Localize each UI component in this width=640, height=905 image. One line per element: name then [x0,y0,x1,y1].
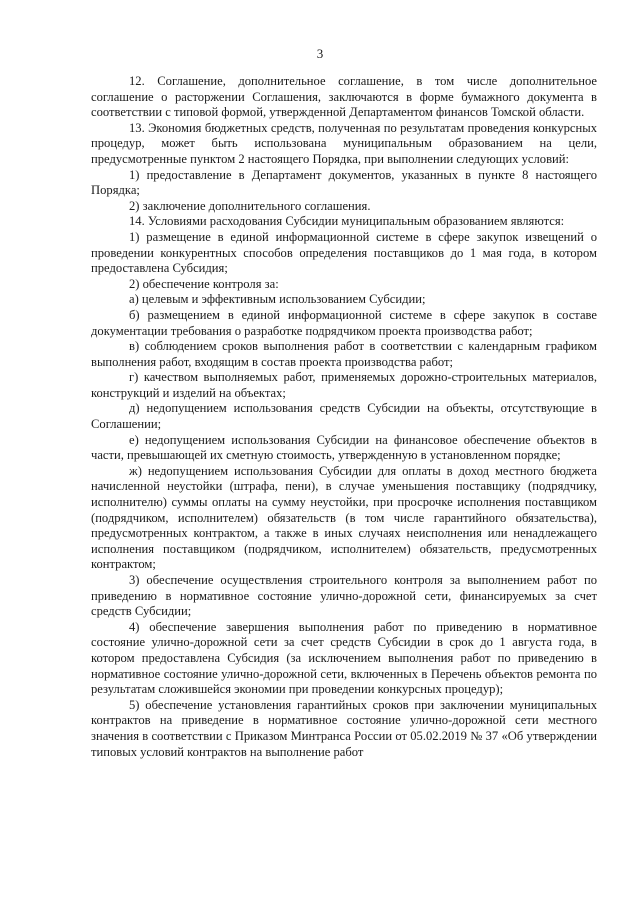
subitem-g: г) качеством выполняемых работ, применяемых дорожно-строительных материалов, конструкций и изделий на объектах; [91,370,597,400]
paragraph-13-item-2: 2) заключение дополнительного соглашения. [129,198,371,213]
subitem-e: е) недопущением использования Субсидии на финансовое обеспечение объектов в части, превышающей их сметную стоимость, утвержденную в установленном порядке; [91,432,597,463]
page-number: 3 [316,46,324,61]
paragraph-14-item-5: 5) обеспечение установления гарантийных сроков при заключении муниципальных контрактов на приведение в нормативное состояние улично-дорожной сети местного значения в соответствии с Приказом Минтранса России от 05.02.2019 № 37 «Об утверждении типовых условий контрактов на выполнение работ [91,697,597,759]
subitem-v: в) соблюдением сроков выполнения работ в соответствии с календарным графиком выполнения работ, входящим в состав проекта производства работ; [91,339,597,369]
paragraph-14: 14. Условиями расходования Субсидии муниципальным образованием являются: [129,214,565,229]
subitem-b: б) размещением в единой информационной системе в сфере закупок в составе документации требования о разработке подрядчиком проекта производства работ; [91,307,597,338]
paragraph-13-item-1: 1) предоставление в Департамент документов, указанных в пункте 8 настоящего Порядка; [91,167,597,198]
document-body [91,74,597,760]
paragraph-14-item-4: 4) обеспечение завершения выполнения работ по приведению в нормативное состояние улично-дорожной сети за счет средств Субсидии в срок до 1 августа года, в котором предоставлена Субсидия (за исключением выполнения работ по приведению в нормативное состояние улично-дорожной сети, включенных в Перечень объектов ремонта по результатам сложившейся экономии при проведении конкурсных процедур); [91,619,597,697]
paragraph-13: 13. Экономия бюджетных средств, полученная по результатам проведения конкурсных процедур, может быть использована муниципальным образованием на цели, предусмотренные пунктом 2 настоящего Порядка, при выполнении следующих условий: [91,120,597,166]
paragraph-14-item-3: 3) обеспечение осуществления строительного контроля за выполнением работ по приведению в нормативное состояние улично-дорожной сети, финансируемых за счет средств Субсидии; [91,573,597,619]
paragraph-12: 12. Соглашение, дополнительное соглашение, в том числе дополнительное соглашение о расторжении Соглашения, заключаются в форме бумажного документа в соответствии с типовой формой, утвержденной Департаментом финансов Томской области. [91,74,597,120]
paragraph-14-item-1: 1) размещение в единой информационной системе в сфере закупок извещений о проведении конкурентных способов определения поставщиков до 1 мая года, в котором предоставлена Субсидия; [91,229,597,276]
subitem-d: д) недопущением использования средств Субсидии на объекты, отсутствующие в Соглашении; [91,401,597,432]
subitem-a: а) целевым и эффективным использованием Субсидии; [129,292,426,307]
paragraph-14-item-2: 2) обеспечение контроля за: [129,276,279,291]
subitem-zh: ж) недопущением использования Субсидии для оплаты в доход местного бюджета начисленной неустойки (штрафа, пени), в случае уменьшения поставщику (подрядчику, исполнителю) суммы оплаты на сумму неустойки, при просрочке исполнения поставщиком (подрядчиком, исполнителем) обязательств (в том числе гарантийного обязательства), предусмотренных контрактом, а также в иных случаях неисполнения или ненадлежащего исполнения поставщиком (подрядчиком, исполнителем) обязательств, предусмотренных контрактом; [91,463,597,572]
